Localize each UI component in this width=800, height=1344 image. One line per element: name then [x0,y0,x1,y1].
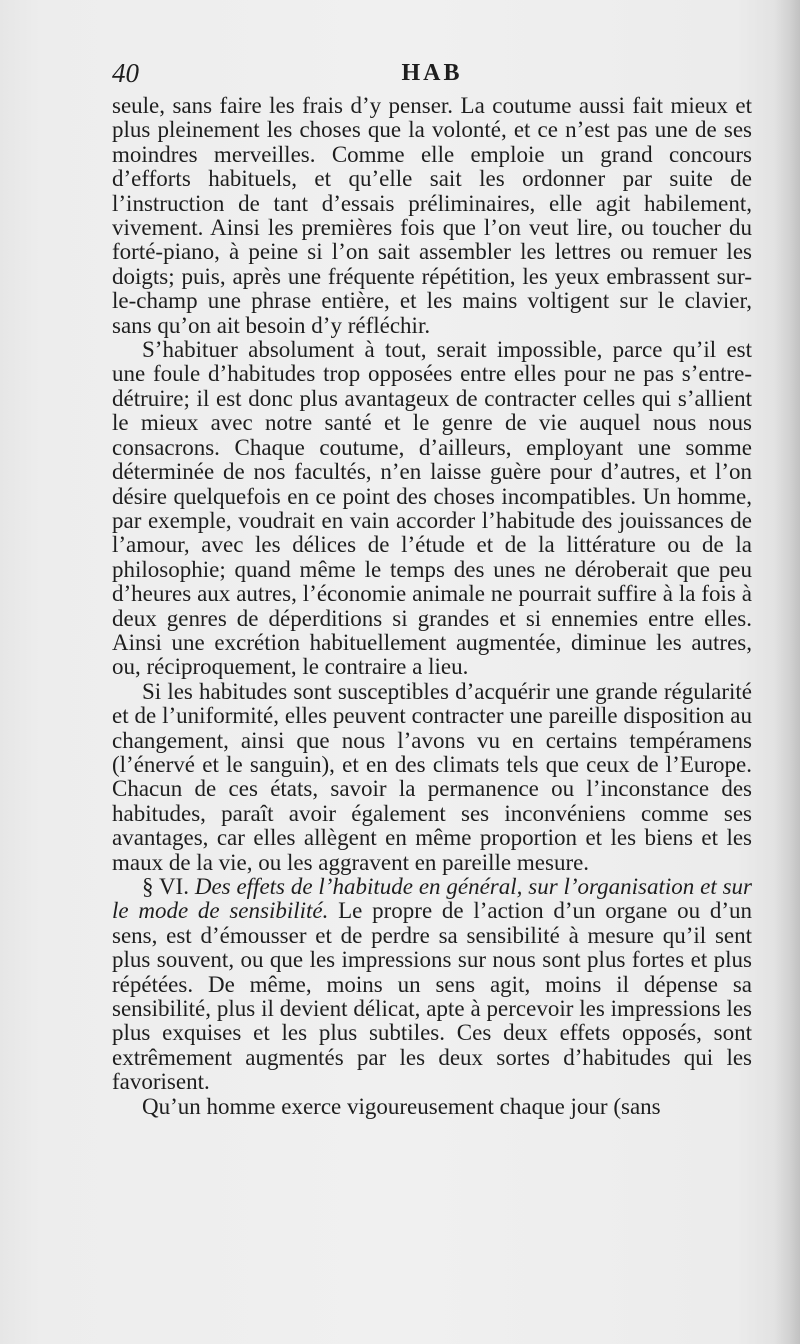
paragraph: S’habituer absolument à tout, serait impossible, parce qu’il est une foule d’habitudes trop opposées entre elles pour ne pas s’entre-détruire; il est donc plus avantageux de contracter celles qui s’allient le mieux avec notre santé et le genre de vie auquel nous nous consacrons. Chaque coutume, d’ailleurs, employant une somme déterminée de nos facultés, n’en laisse guère pour d’autres, et l’on désire quelquefois en ce point des choses incompatibles. Un homme, par exemple, voudrait en vain accorder l’habitude des jouissances de l’amour, avec les délices de l’étude et de la littérature ou de la philosophie; quand même le temps des unes ne déroberait que peu d’heures aux autres, l’économie animale ne pourrait suffire à la fois à deux genres de déperditions si grandes et si ennemies entre elles. Ainsi une excrétion habituellement augmentée, diminue les autres, ou, réciproquement, le contraire a lieu. [112,337,752,680]
section-number: § VI. [142,874,189,899]
section-title: Des effets de l’habitude en général, sur l’organisation et sur le mode de sensibilité. [112,874,752,924]
page-gutter-shadow [774,0,800,1344]
section-body: Le propre de l’action d’un organe ou d’un sens, est d’émousser et de perdre sa sensibilité à mesure qu’il sent plus souvent, ou que les impressions sur nous sont plus fortes et plus répétées. De même, moins un sens agit, moins il dépense sa sensibilité, plus il devient délicat, apte à percevoir les impressions les plus exquises et les plus subtiles. Ces deux effets opposés, sont extrêmement augmentés par les deux sortes d’habitudes qui les favorisent. [112,898,753,1095]
page-header [112,56,752,96]
paragraph-truncated: Qu’un homme exerce vigoureusement chaque jour (sans [142,1093,661,1119]
section-paragraph [112,875,752,1095]
paragraph: Si les habitudes sont susceptibles d’acquérir une grande régularité et de l’uniformité, elles peuvent contracter une pareille disposition au changement, ainsi que nous l’avons vu en certains tempéramens (l’énervé et le sanguin), et en des climats tels que ceux de l’Europe. Chacun de ces états, savoir la permanence ou l’inconstance des habitudes, paraît avoir également ses inconvéniens comme ses avantages, car elles allègent en même proportion et les biens et les maux de la vie, ou les aggravent en pareille mesure. [112,678,752,875]
body-text [112,94,752,1119]
running-head: HAB [401,60,463,86]
paragraph-continued: seule, sans faire les frais d’y penser. La coutume aussi fait mieux et plus pleinement les choses que la volonté, et ce n’est pas une de ses moindres merveilles. Comme elle emploie un grand concours d’efforts habituels, et qu’elle sait les ordonner par suite de l’instruction de tant d’essais préliminaires, elle agit habilement, vivement. Ainsi les premières fois que l’on veut lire, ou toucher du forté-piano, à peine si l’on sait assembler les lettres ou remuer les doigts; puis, après une fréquente répétition, les yeux embrassent sur-le-champ une phrase entière, et les mains voltigent sur le clavier, sans qu’on ait besoin d’y réfléchir. [112,93,752,338]
page-number: 40 [112,58,139,88]
